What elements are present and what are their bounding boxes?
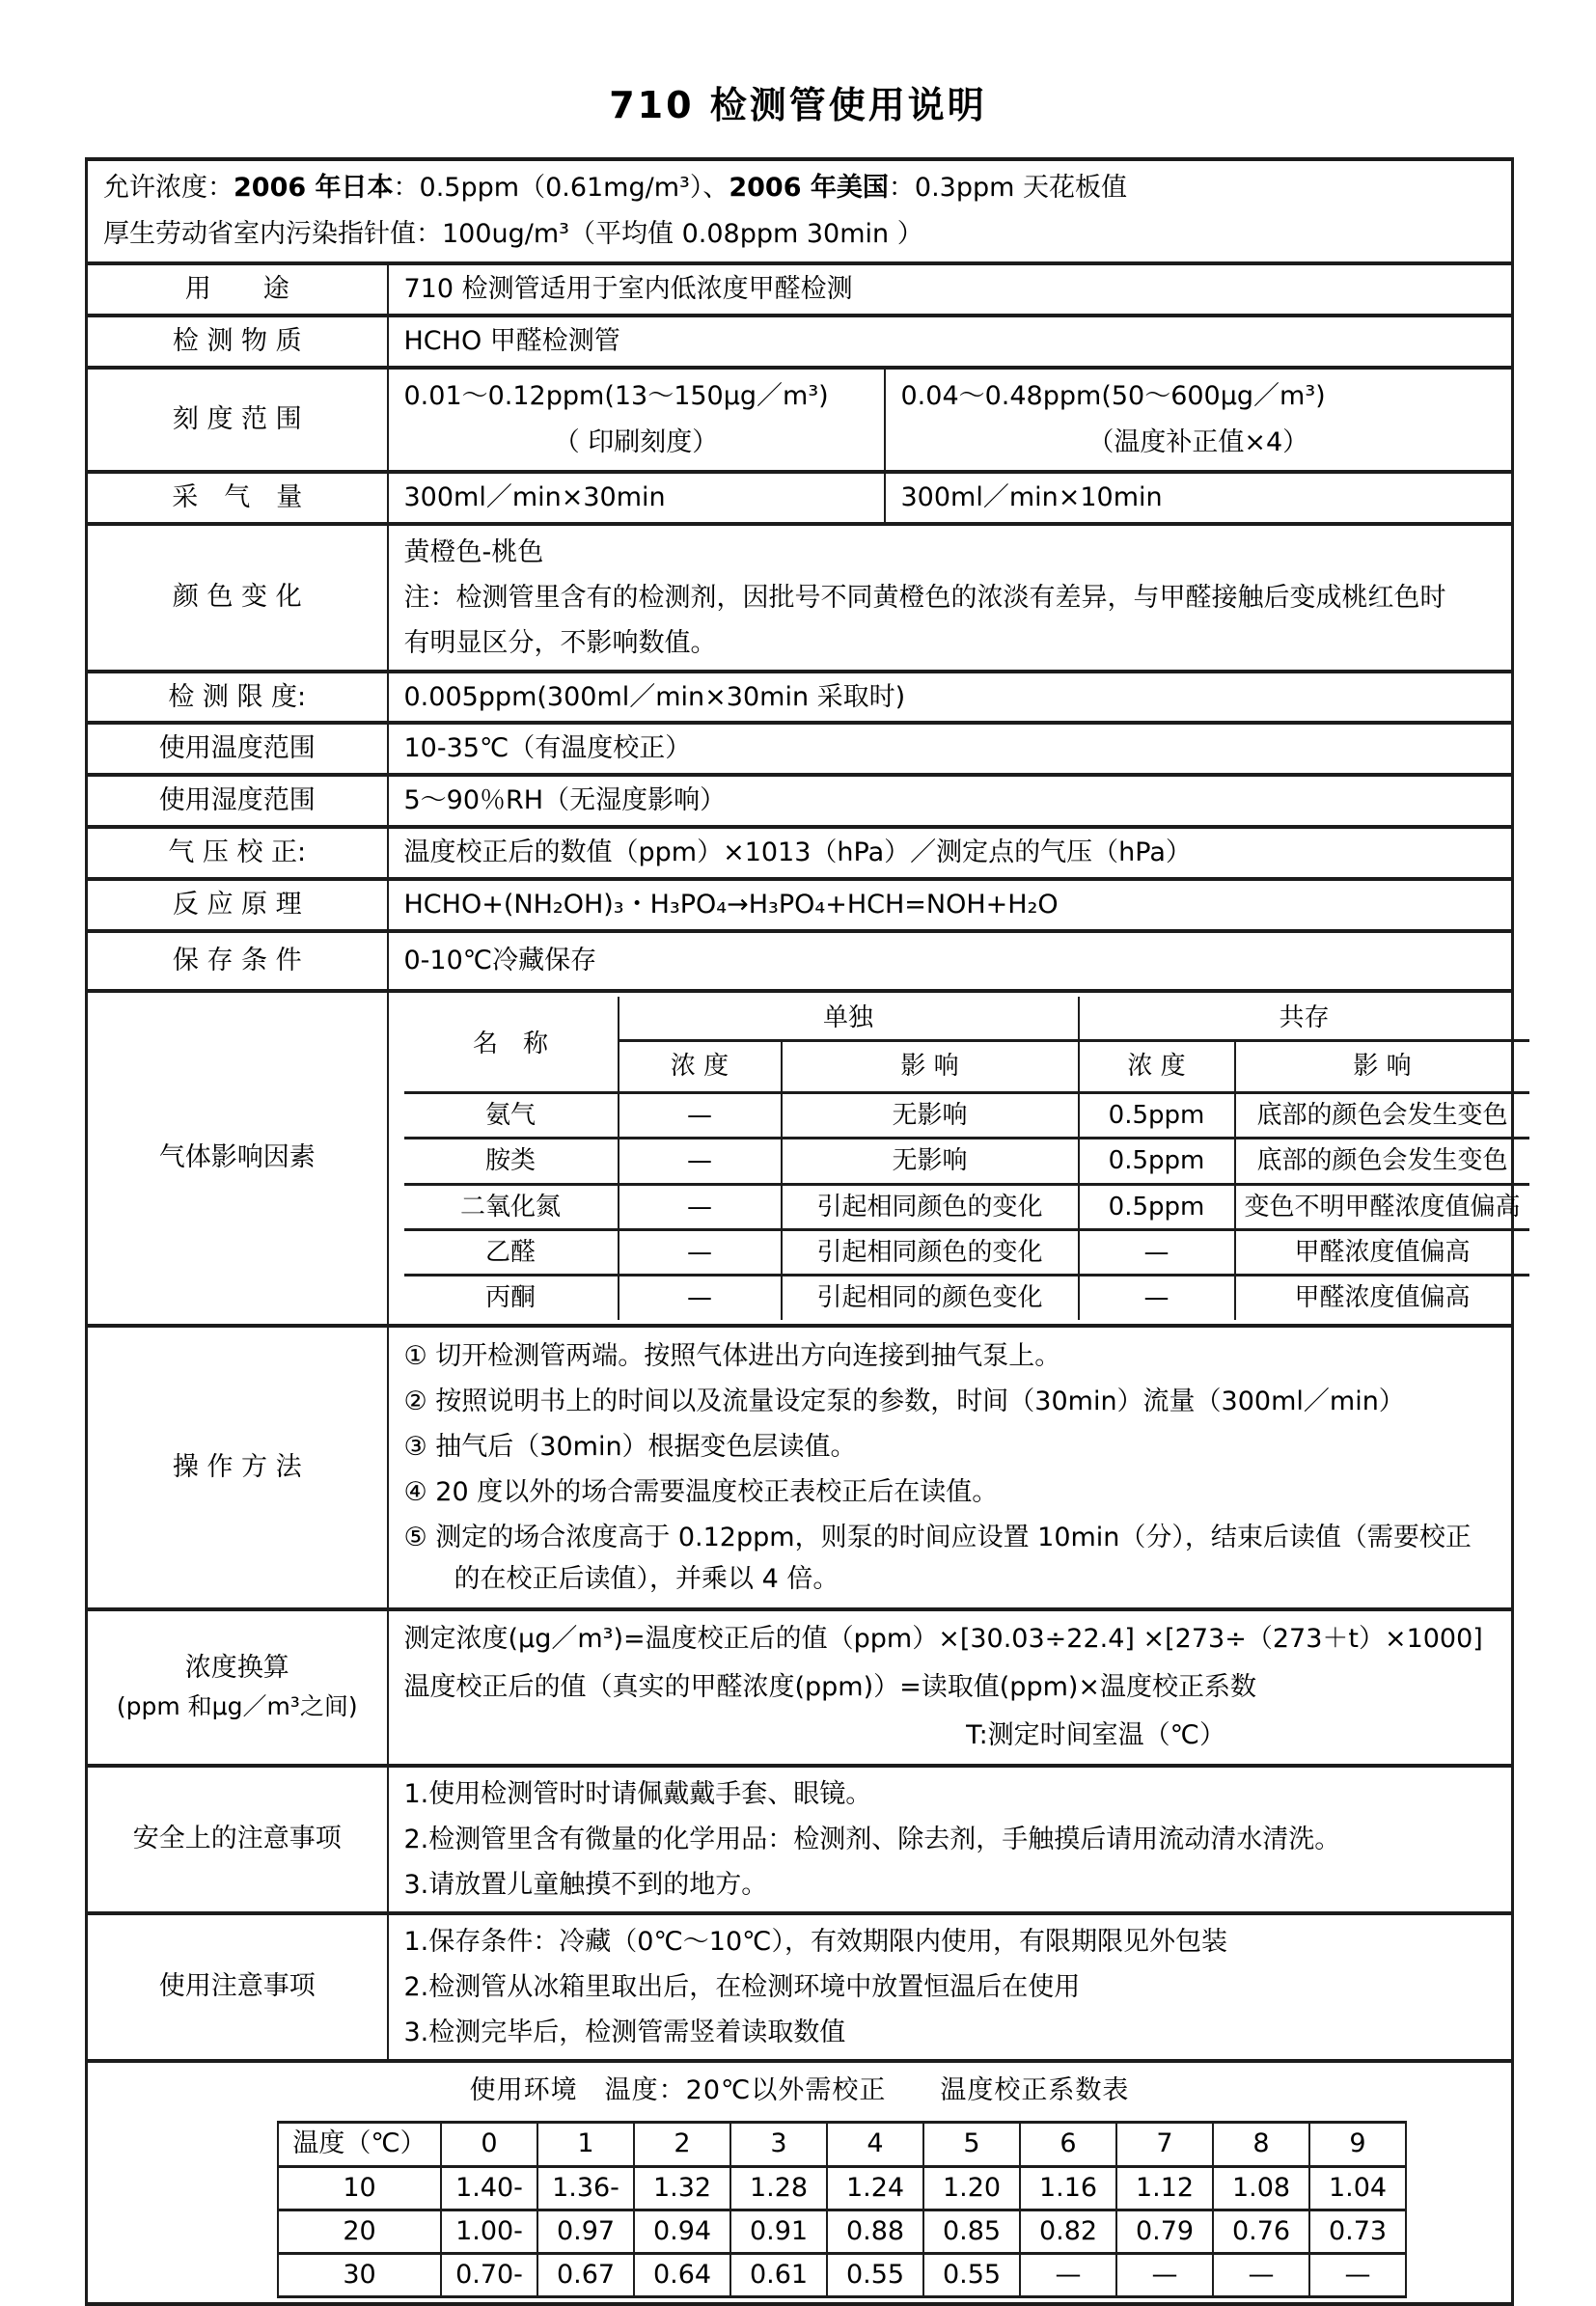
temp-header-col: 7 <box>1116 2122 1213 2166</box>
temp-row-label: 30 <box>278 2253 441 2296</box>
row-operation-method <box>87 1326 1513 1609</box>
allowed-concentration-line1 <box>103 165 1496 211</box>
gas-row-acetaldehyde <box>404 1229 1529 1275</box>
row-concentration-conversion <box>87 1609 1513 1766</box>
temp-correction-table <box>277 2121 1407 2298</box>
row-color-change <box>87 524 1513 672</box>
humidity-range-label: 使用湿度范围 <box>87 775 388 827</box>
operation-label: 操 作 方 法 <box>87 1326 388 1609</box>
operation-step-3: ③ 抽气后（30min）根据变色层读值。 <box>403 1431 857 1462</box>
page-title: 710 检测管使用说明 <box>609 84 987 126</box>
temp-value: 1.32 <box>634 2166 730 2210</box>
scale-left-cell <box>388 368 885 472</box>
temp-value: — <box>1116 2253 1213 2296</box>
temp-header-col: 5 <box>923 2122 1020 2166</box>
temp-value: 0.91 <box>730 2210 827 2253</box>
conversion-label-line1: 浓度换算 <box>184 1653 289 1684</box>
temp-value: 0.55 <box>827 2253 923 2296</box>
color-change-value <box>388 524 1513 672</box>
gas-coexist-conc: 0.5ppm <box>1079 1139 1235 1184</box>
row-temp-range <box>87 723 1513 775</box>
temp-header-col: 0 <box>441 2122 537 2166</box>
row-substance <box>87 316 1513 368</box>
temp-row-10 <box>278 2166 1406 2210</box>
detection-limit-label: 检 测 限 度: <box>87 672 388 724</box>
gas-header-coexist-conc: 浓 度 <box>1079 1041 1235 1093</box>
gas-row-acetone <box>404 1276 1529 1320</box>
substance-value: HCHO 甲醛检测管 <box>388 316 1513 368</box>
temp-value: — <box>1309 2253 1406 2296</box>
color-change-line3: 有明显区分，不影响数值。 <box>403 627 717 658</box>
temp-row-label: 10 <box>278 2166 441 2210</box>
row-temp-correction <box>87 2061 1513 2304</box>
temp-header-col: 8 <box>1213 2122 1309 2166</box>
temp-correction-cell <box>87 2061 1513 2304</box>
temp-header-col: 9 <box>1309 2122 1406 2166</box>
safety-label: 安全上的注意事项 <box>87 1766 388 1913</box>
allowed-us-value: ：0.3ppm 天花板值 <box>888 173 1127 203</box>
conversion-formula-2: 温度校正后的值（真实的甲醛浓度(ppm)）=读取值(ppm)×温度校正系数 <box>403 1671 1257 1702</box>
temp-value: 1.28 <box>730 2166 827 2210</box>
gas-header-row1 <box>404 997 1529 1041</box>
temp-value: 0.67 <box>537 2253 634 2296</box>
temp-value: 1.12 <box>1116 2166 1213 2210</box>
temp-value: 0.73 <box>1309 2210 1406 2253</box>
temp-value: 0.76 <box>1213 2210 1309 2253</box>
spec-table <box>85 157 1521 2306</box>
usage-notes-items <box>388 1913 1513 2061</box>
row-usage-notes <box>87 1913 1513 2061</box>
temp-value: 0.94 <box>634 2210 730 2253</box>
usage-value: 710 检测管适用于室内低浓度甲醛检测 <box>388 263 1513 316</box>
temp-value: 0.85 <box>923 2210 1020 2253</box>
row-usage <box>87 263 1513 316</box>
temp-header-col: 6 <box>1020 2122 1116 2166</box>
temp-value: 0.82 <box>1020 2210 1116 2253</box>
operation-step-2: ② 按照说明书上的时间以及流量设定泵的参数，时间（30min）流量（300ml／min） <box>403 1386 1405 1416</box>
gas-coexist-effect: 甲醛浓度值偏高 <box>1235 1229 1529 1275</box>
row-scale-range <box>87 368 1513 472</box>
gas-single-effect: 引起相同颜色的变化 <box>782 1184 1079 1229</box>
gas-single-effect: 无影响 <box>782 1139 1079 1184</box>
gas-coexist-effect: 变色不明甲醛浓度值偏高 <box>1235 1184 1529 1229</box>
temp-value: 1.24 <box>827 2166 923 2210</box>
gas-single-conc: — <box>619 1139 782 1184</box>
conversion-label-line2: (ppm 和μg／m³之间) <box>116 1692 358 1721</box>
gas-coexist-conc: 0.5ppm <box>1079 1093 1235 1139</box>
scale-right-cell <box>885 368 1513 472</box>
temp-value: 0.97 <box>537 2210 634 2253</box>
conversion-value <box>388 1609 1513 1766</box>
temp-row-30 <box>278 2253 1406 2296</box>
row-reaction-principle <box>87 879 1513 931</box>
gas-header-name: 名 称 <box>404 997 619 1093</box>
temp-table-caption: 使用环境 温度：20℃以外需校正 温度校正系数表 <box>469 2074 1130 2105</box>
temp-value: 1.16 <box>1020 2166 1116 2210</box>
operation-step-4: ④ 20 度以外的场合需要温度校正表校正后在读值。 <box>403 1476 999 1507</box>
temp-value: 0.55 <box>923 2253 1020 2296</box>
operation-steps <box>388 1326 1513 1609</box>
scale-right-line1: 0.04～0.48ppm(50～600μg／m³) <box>900 380 1326 411</box>
scale-left-line2: （ 印刷刻度） <box>553 426 719 457</box>
gas-single-conc: — <box>619 1184 782 1229</box>
row-gas-factors <box>87 991 1513 1326</box>
gas-single-effect: 引起相同颜色的变化 <box>782 1229 1079 1275</box>
conversion-temp-note: T:测定时间室温（℃） <box>966 1719 1226 1750</box>
humidity-range-value: 5～90％RH（无湿度影响） <box>388 775 1513 827</box>
gas-coexist-conc: 0.5ppm <box>1079 1184 1235 1229</box>
gas-coexist-effect: 底部的颜色会发生变色 <box>1235 1139 1529 1184</box>
row-humidity-range <box>87 775 1513 827</box>
temp-value: 1.04 <box>1309 2166 1406 2210</box>
detection-limit-value: 0.005ppm(300ml／min×30min 采取时) <box>388 672 1513 724</box>
safety-item-3: 3.请放置儿童触摸不到的地方。 <box>403 1869 768 1900</box>
gas-row-ammonia <box>404 1093 1529 1139</box>
operation-step-1: ① 切开检测管两端。按照气体进出方向连接到抽气泵上。 <box>403 1340 1061 1371</box>
safety-items <box>388 1766 1513 1913</box>
gas-table <box>404 997 1529 1320</box>
temp-header-col: 1 <box>537 2122 634 2166</box>
temp-value: 1.36- <box>537 2166 634 2210</box>
temp-header-col: 3 <box>730 2122 827 2166</box>
gas-coexist-conc: — <box>1079 1229 1235 1275</box>
temp-range-value: 10-35℃（有温度校正） <box>388 723 1513 775</box>
usage-notes-label: 使用注意事项 <box>87 1913 388 2061</box>
temp-header-row <box>278 2122 1406 2166</box>
temp-range-label: 使用温度范围 <box>87 723 388 775</box>
temp-header-col: 4 <box>827 2122 923 2166</box>
gas-single-effect: 引起相同的颜色变化 <box>782 1276 1079 1320</box>
allowed-japan-value: ：0.5ppm（0.61mg/m³）、 <box>393 173 729 203</box>
allowed-us-label: 2006 年美国 <box>729 173 889 203</box>
usage-note-3: 3.检测完毕后，检测管需竖着读取数值 <box>403 2017 846 2047</box>
temp-value: 1.08 <box>1213 2166 1309 2210</box>
conversion-label <box>87 1609 388 1766</box>
temp-value: — <box>1020 2253 1116 2296</box>
row-detection-limit <box>87 672 1513 724</box>
gas-header-coexist-effect: 影 响 <box>1235 1041 1529 1093</box>
air-volume-label: 采 气 量 <box>87 472 388 524</box>
usage-label: 用 途 <box>87 263 388 316</box>
safety-item-2: 2.检测管里含有微量的化学用品：检测剂、除去剂，手触摸后请用流动清水清洗。 <box>403 1824 1341 1854</box>
pressure-correction-label: 气 压 校 正: <box>87 827 388 879</box>
gas-factors-cell <box>388 991 1521 1326</box>
safety-item-1: 1.使用检测管时时请佩戴戴手套、眼镜。 <box>403 1778 872 1809</box>
conversion-formula-1: 测定浓度(μg／m³)=温度校正后的值（ppm）×[30.03÷22.4] ×[273÷（273＋t）×1000] <box>403 1623 1483 1654</box>
gas-coexist-conc: — <box>1079 1276 1235 1320</box>
gas-name: 丙酮 <box>404 1276 619 1320</box>
reaction-principle-value: HCHO+(NH₂OH)₃・H₃PO₄→H₃PO₄+HCH=NOH+H₂O <box>388 879 1513 931</box>
gas-name: 二氧化氮 <box>404 1184 619 1229</box>
temp-value: 0.79 <box>1116 2210 1213 2253</box>
gas-header-single: 单独 <box>619 997 1079 1041</box>
gas-coexist-effect: 甲醛浓度值偏高 <box>1235 1276 1529 1320</box>
temp-header-col: 2 <box>634 2122 730 2166</box>
air-volume-left: 300ml／min×30min <box>388 472 885 524</box>
operation-step-5: ⑤ 测定的场合浓度高于 0.12ppm，则泵的时间应设置 10min（分），结束后读值（需要校正的在校正后读值），并乘以 4 倍。 <box>403 1522 1472 1594</box>
air-volume-right: 300ml／min×10min <box>885 472 1513 524</box>
gas-header-single-conc: 浓 度 <box>619 1041 782 1093</box>
gas-header-single-effect: 影 响 <box>782 1041 1079 1093</box>
row-pressure-correction <box>87 827 1513 879</box>
gas-single-conc: — <box>619 1093 782 1139</box>
gas-factors-label: 气体影响因素 <box>87 991 388 1326</box>
temp-value: 0.64 <box>634 2253 730 2296</box>
storage-label: 保 存 条 件 <box>87 931 388 991</box>
mhlw-guideline-line: 厚生劳动省室内污染指针值：100ug/m³（平均值 0.08ppm 30min ） <box>103 219 923 249</box>
gas-name: 氨气 <box>404 1093 619 1139</box>
color-change-label: 颜 色 变 化 <box>87 524 388 672</box>
allowed-concentration-cell <box>87 159 1513 263</box>
gas-row-amines <box>404 1139 1529 1184</box>
temp-value: 0.88 <box>827 2210 923 2253</box>
gas-single-conc: — <box>619 1229 782 1275</box>
temp-value: 0.61 <box>730 2253 827 2296</box>
gas-coexist-effect: 底部的颜色会发生变色 <box>1235 1093 1529 1139</box>
temp-row-label: 20 <box>278 2210 441 2253</box>
usage-note-2: 2.检测管从冰箱里取出后，在检测环境中放置恒温后在使用 <box>403 1971 1081 2002</box>
substance-label: 检 测 物 质 <box>87 316 388 368</box>
temp-value: 0.70- <box>441 2253 537 2296</box>
reaction-principle-label: 反 应 原 理 <box>87 879 388 931</box>
temp-value: 1.00- <box>441 2210 537 2253</box>
allowed-prefix: 允许浓度： <box>103 173 234 203</box>
color-change-line2: 注：检测管里含有的检测剂，因批号不同黄橙色的浓淡有差异，与甲醛接触后变成桃红色时 <box>403 582 1446 613</box>
gas-row-no2 <box>404 1184 1529 1229</box>
temp-value: — <box>1213 2253 1309 2296</box>
temp-row-20 <box>278 2210 1406 2253</box>
scale-left-line1: 0.01～0.12ppm(13～150μg／m³) <box>403 380 829 411</box>
gas-name: 胺类 <box>404 1139 619 1184</box>
gas-single-conc: — <box>619 1276 782 1320</box>
gas-name: 乙醛 <box>404 1229 619 1275</box>
temp-value: 1.20 <box>923 2166 1020 2210</box>
allowed-japan-label: 2006 年日本 <box>234 173 394 203</box>
row-safety-notes <box>87 1766 1513 1913</box>
color-change-line1: 黄橙色-桃色 <box>403 536 544 567</box>
gas-header-coexist: 共存 <box>1079 997 1529 1041</box>
scale-label: 刻 度 范 围 <box>87 368 388 472</box>
temp-header-col0: 温度（℃） <box>278 2122 441 2166</box>
row-storage <box>87 931 1513 991</box>
row-air-volume <box>87 472 1513 524</box>
storage-value: 0-10℃冷藏保存 <box>388 931 1513 991</box>
row-allowed-concentration <box>87 159 1513 263</box>
usage-note-1: 1.保存条件：冷藏（0℃～10℃），有效期限内使用，有限期限见外包装 <box>403 1926 1227 1957</box>
temp-value: 1.40- <box>441 2166 537 2210</box>
scale-right-line2: （温度补正值×4） <box>1087 426 1309 457</box>
gas-single-effect: 无影响 <box>782 1093 1079 1139</box>
pressure-correction-value: 温度校正后的数值（ppm）×1013（hPa）／测定点的气压（hPa） <box>388 827 1513 879</box>
